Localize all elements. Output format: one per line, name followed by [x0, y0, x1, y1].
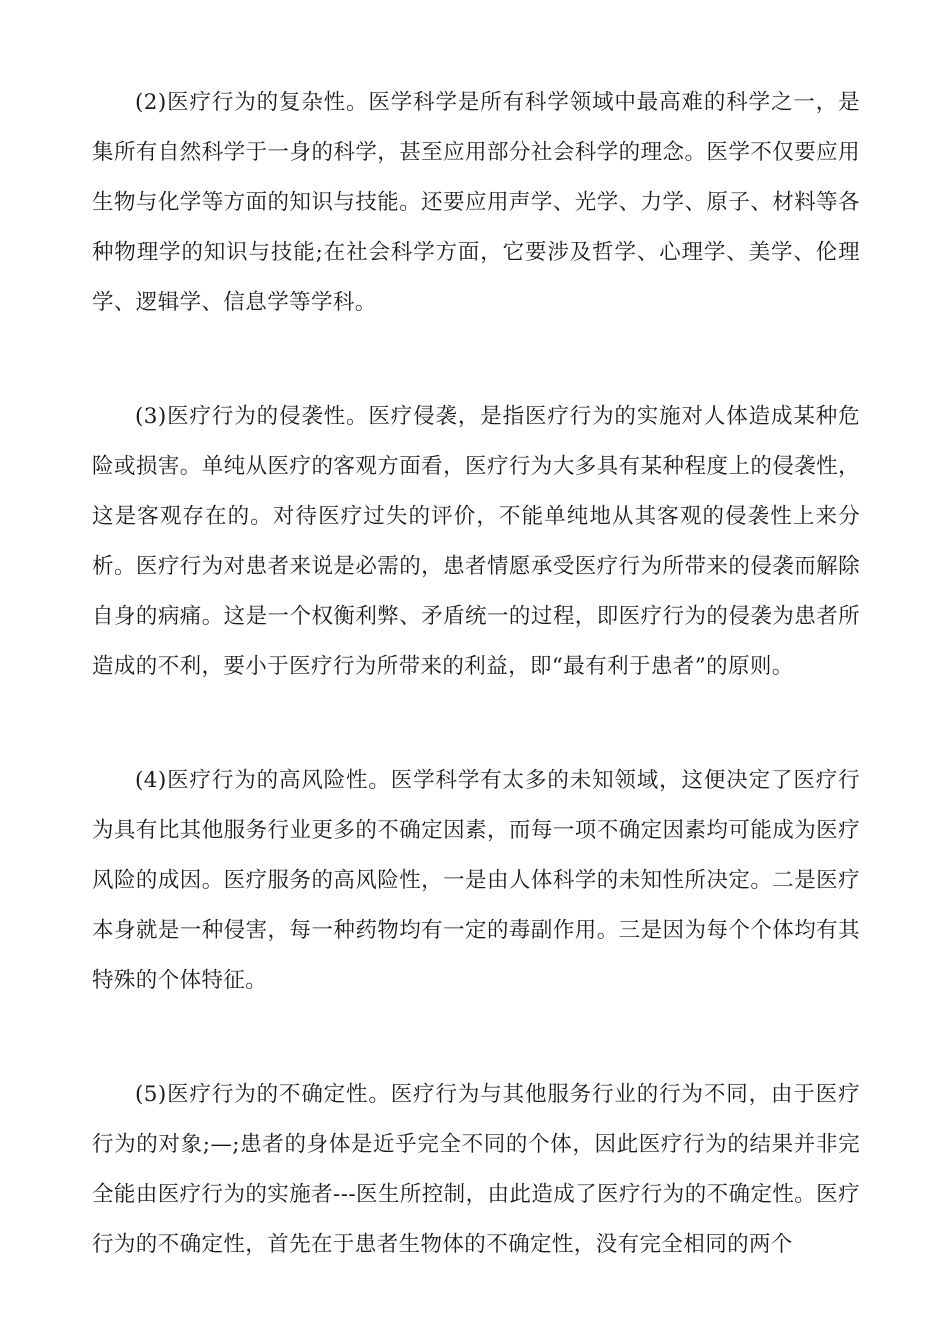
paragraph-complexity: (2)医疗行为的复杂性。医学科学是所有科学领域中最高难的科学之一，是集所有自然科学于一身的科学，甚至应用部分社会科学的理念。医学不仅要应用生物与化学等方面的知识与技能。还要应用声学、光学、力学、原子、材料等各种物理学的知识与技能;在社会科学方面，它要涉及哲学、心理学、美学、伦理学、逻辑学、信息学等学科。 — [92, 90, 860, 315]
document-page — [92, 78, 860, 1334]
paragraph-invasiveness: (3)医疗行为的侵袭性。医疗侵袭，是指医疗行为的实施对人体造成某种危险或损害。单纯从医疗的客观方面看，医疗行为大多具有某种程度上的侵袭性，这是客观存在的。对待医疗过失的评价，不能单纯地从其客观的侵袭性上来分析。医疗行为对患者来说是必需的，患者情愿承受医疗行为所带来的侵袭而解除自身的病痛。这是一个权衡利弊、矛盾统一的过程，即医疗行为的侵袭为患者所造成的不利，要小于医疗行为所带来的利益，即“最有利于患者”的原则。 — [92, 404, 860, 679]
paragraph-high-risk: (4)医疗行为的高风险性。医学科学有太多的未知领域，这便决定了医疗行为具有比其他服务行业更多的不确定因素，而每一项不确定因素均可能成为医疗风险的成因。医疗服务的高风险性，一是由人体科学的未知性所决定。二是医疗本身就是一种侵害，每一种药物均有一定的毒副作用。三是因为每个个体均有其特殊的个体特征。 — [92, 768, 860, 993]
paragraph-uncertainty: (5)医疗行为的不确定性。医疗行为与其他服务行业的行为不同，由于医疗行为的对象;—;患者的身体是近乎完全不同的个体，因此医疗行为的结果并非完全能由医疗行为的实施者---医生所控制，由此造成了医疗行为的不确定性。医疗行为的不确定性，首先在于患者生物体的不确定性，没有完全相同的两个 — [92, 1082, 860, 1257]
